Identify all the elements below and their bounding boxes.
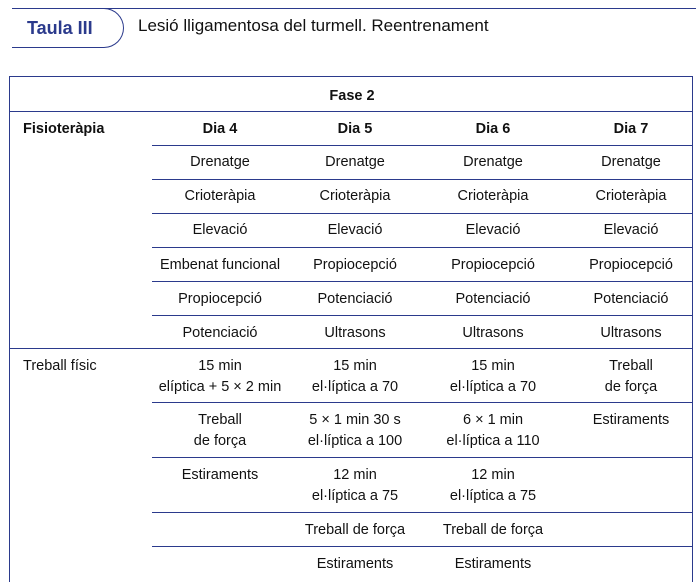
section-label-fisioterapia: Fisioteràpia bbox=[23, 121, 105, 137]
table-cell-line: el·líptica a 70 bbox=[311, 379, 399, 395]
table-cell: Potenciació bbox=[593, 291, 669, 307]
table-cell: Elevació bbox=[327, 222, 383, 238]
table-cell-line: el·líptica a 110 bbox=[446, 433, 540, 449]
table-number-badge bbox=[12, 8, 124, 48]
row-rule bbox=[152, 546, 692, 547]
table-cell-line: Treball de força bbox=[304, 522, 406, 538]
table-cell-line: Treball bbox=[198, 412, 242, 428]
section-rule bbox=[10, 348, 693, 349]
table-cell: Propiocepció bbox=[451, 257, 535, 273]
table-cell-line: Treball bbox=[609, 358, 653, 374]
table-caption: Lesió lligamentosa del turmell. Reentrenament bbox=[138, 16, 489, 35]
row-rule bbox=[152, 213, 692, 214]
day-header: Dia 7 bbox=[613, 121, 649, 137]
table-cell: Drenatge bbox=[190, 154, 250, 170]
table-cell: Propiocepció bbox=[589, 257, 673, 273]
row-rule bbox=[152, 512, 692, 513]
table-cell: Elevació bbox=[192, 222, 248, 238]
row-rule bbox=[152, 315, 692, 316]
row-rule bbox=[152, 145, 692, 146]
table-cell-line: el·líptica a 100 bbox=[307, 433, 403, 449]
table-cell: Propiocepció bbox=[178, 291, 262, 307]
table-cell-line: 5 × 1 min 30 s bbox=[309, 412, 401, 428]
table-cell-line: de força bbox=[193, 433, 247, 449]
row-rule bbox=[152, 281, 692, 282]
table-cell-line: Treball de força bbox=[442, 522, 544, 538]
table-cell: Drenatge bbox=[325, 154, 385, 170]
table-cell-line: 6 × 1 min bbox=[462, 412, 524, 428]
table-cell-line: el·líptica a 70 bbox=[449, 379, 537, 395]
table-cell: Crioteràpia bbox=[319, 188, 391, 204]
table-cell-line: de força bbox=[604, 379, 658, 395]
table-cell-line: 12 min bbox=[471, 467, 515, 483]
table-cell-line: elíptica + 5 × 2 min bbox=[158, 379, 282, 395]
table-cell: Potenciació bbox=[182, 325, 258, 341]
table-cell-line: 12 min bbox=[333, 467, 377, 483]
table-cell-line: 15 min bbox=[333, 358, 377, 374]
table-cell: Potenciació bbox=[455, 291, 531, 307]
row-rule bbox=[152, 402, 692, 403]
table-cell: Crioteràpia bbox=[184, 188, 256, 204]
table-cell: Elevació bbox=[465, 222, 521, 238]
table-cell: Ultrasons bbox=[462, 325, 524, 341]
phase-rule bbox=[10, 111, 693, 112]
table-cell-line: el·líptica a 75 bbox=[311, 488, 399, 504]
row-rule bbox=[152, 179, 692, 180]
table-cell-line: Estiraments bbox=[454, 556, 532, 572]
table-number: Taula III bbox=[27, 17, 93, 38]
section-label-treball-fisic: Treball físic bbox=[23, 358, 97, 374]
row-rule bbox=[152, 247, 692, 248]
table-cell-line: 15 min bbox=[198, 358, 242, 374]
table-cell: Ultrasons bbox=[600, 325, 662, 341]
table-cell-line: Estiraments bbox=[316, 556, 394, 572]
table-cell: Crioteràpia bbox=[457, 188, 529, 204]
header-rule bbox=[12, 8, 696, 9]
table-cell: Elevació bbox=[603, 222, 659, 238]
table-cell-line: el·líptica a 75 bbox=[449, 488, 537, 504]
table-cell: Drenatge bbox=[601, 154, 661, 170]
table-cell-line: Estiraments bbox=[592, 412, 670, 428]
table-cell: Crioteràpia bbox=[595, 188, 667, 204]
table-cell: Potenciació bbox=[317, 291, 393, 307]
table-cell: Ultrasons bbox=[324, 325, 386, 341]
day-header: Dia 4 bbox=[202, 121, 238, 137]
table-cell: Drenatge bbox=[463, 154, 523, 170]
table-cell: Embenat funcional bbox=[159, 257, 281, 273]
day-header: Dia 5 bbox=[337, 121, 373, 137]
table-cell-line: 15 min bbox=[471, 358, 515, 374]
table-cell-line: Estiraments bbox=[181, 467, 259, 483]
day-header: Dia 6 bbox=[475, 121, 511, 137]
row-rule bbox=[152, 457, 692, 458]
phase-header: Fase 2 bbox=[329, 88, 375, 104]
table-cell: Propiocepció bbox=[313, 257, 397, 273]
